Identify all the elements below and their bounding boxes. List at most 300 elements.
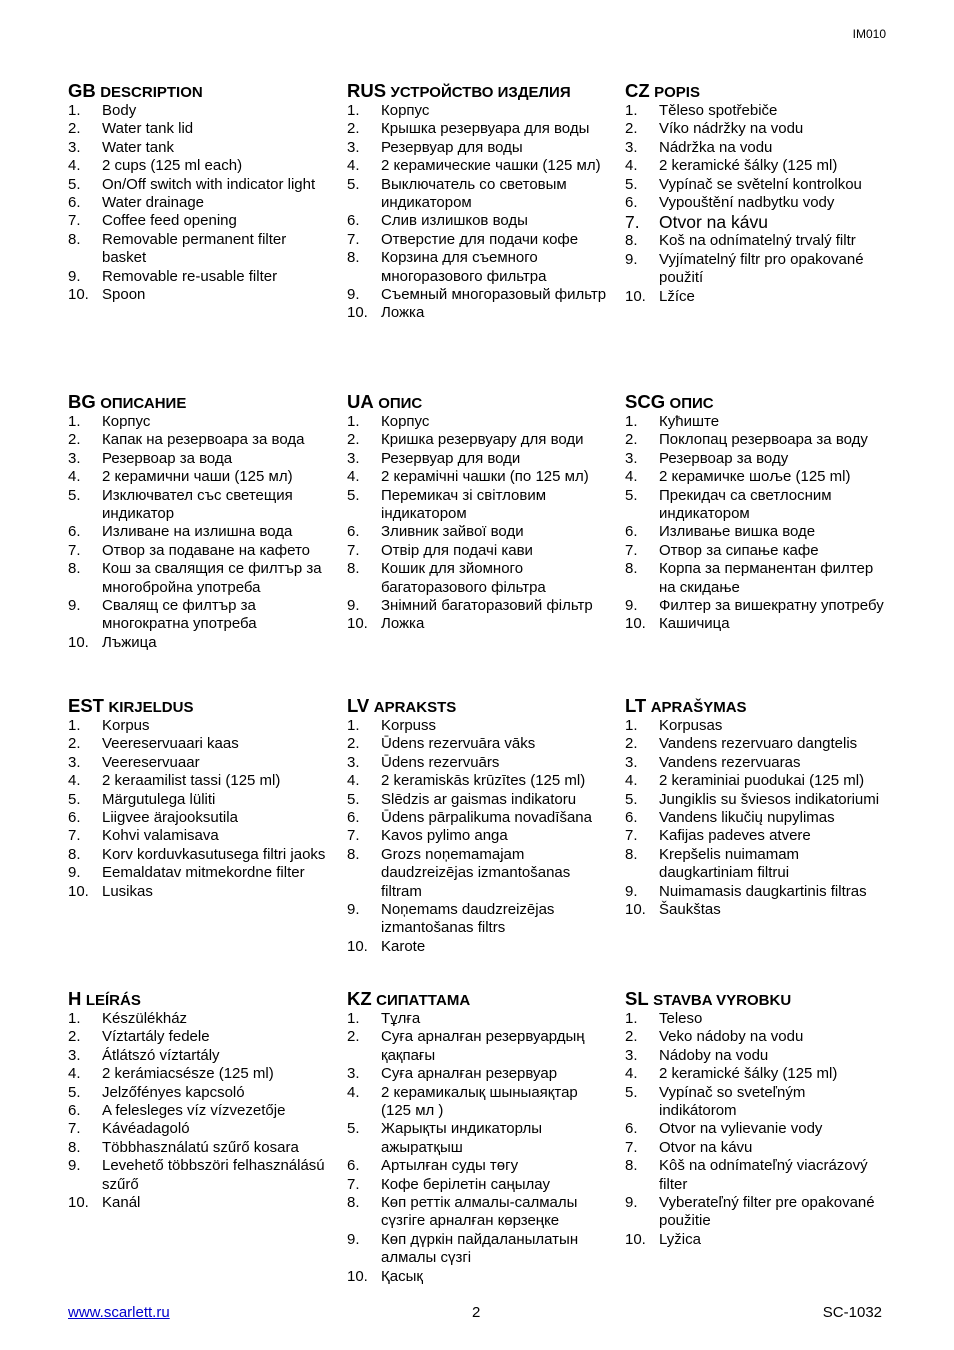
list-item	[347, 304, 609, 322]
list-item	[68, 1194, 330, 1212]
section-language-code: LT	[625, 695, 647, 716]
list-item-text: Слив излишков воды	[381, 212, 528, 230]
list-item	[68, 194, 330, 212]
list-item-text: On/Off switch with indicator light	[102, 175, 316, 193]
list-item-number: 2.	[347, 120, 360, 138]
list-item	[625, 1047, 887, 1065]
list-item-text: Korpusas	[659, 717, 723, 734]
section-ua	[347, 391, 609, 634]
list-item-number: 6.	[625, 809, 638, 827]
list-item	[68, 139, 330, 157]
list-item-text: Body	[102, 102, 137, 119]
list-item-text: Кућиште	[659, 413, 720, 430]
list-item	[68, 102, 330, 120]
list-item-text: Vypínač so sveteľným indikátorom	[659, 1083, 806, 1120]
list-item-number: 5.	[68, 1083, 81, 1101]
list-item-number: 9.	[68, 267, 81, 285]
list-item-text: Отвор за подаване на кафето	[102, 541, 311, 559]
list-item-number: 6.	[68, 523, 81, 541]
list-item	[625, 232, 887, 250]
list-item-number: 10.	[347, 615, 368, 633]
section-title	[68, 695, 330, 717]
list-item-number: 2.	[68, 120, 81, 138]
list-item	[625, 1120, 887, 1138]
list-item-text: Water drainage	[102, 194, 204, 212]
list-item-number: 6.	[347, 1157, 360, 1175]
list-item-text: Jungiklis su šviesos indikatoriumi	[659, 790, 880, 808]
list-item-text: Резервуар для води	[381, 449, 521, 467]
list-item	[625, 791, 887, 809]
footer-model-code: SC-1032	[822, 1304, 882, 1321]
list-item	[625, 883, 887, 901]
list-item	[347, 413, 609, 431]
list-item-number: 4.	[347, 1083, 360, 1101]
list-item-text: Выключатель со световым индикатором	[381, 175, 567, 212]
list-item-number: 4.	[625, 772, 638, 790]
list-item-number: 7.	[347, 541, 360, 559]
list-item-text: Korv korduvkasutusega filtri jaoks	[102, 845, 326, 863]
section-heading: ОПИС	[669, 395, 714, 412]
list-item-text: Vandens rezervuaro dangtelis	[659, 735, 858, 753]
list-item-number: 9.	[347, 286, 360, 304]
list-item	[347, 791, 609, 809]
list-item-text: Karote	[381, 937, 426, 955]
list-item	[347, 754, 609, 772]
section-cz	[625, 80, 887, 306]
list-item	[347, 827, 609, 845]
list-item-text: Изливане на излишна вода	[102, 523, 293, 541]
section-title	[68, 988, 330, 1010]
list-item-number: 10.	[347, 937, 368, 955]
list-item	[625, 827, 887, 845]
list-item	[68, 468, 330, 486]
list-item-number: 4.	[625, 468, 638, 486]
list-item-text: Vandens rezervuaras	[659, 753, 801, 771]
list-item-text: Кришка резервуару для води	[381, 431, 584, 449]
list-item-number: 5.	[625, 486, 638, 504]
list-item-text: Otvor na kávu	[659, 1138, 753, 1156]
list-item-number: 2.	[68, 735, 81, 753]
list-item-number: 8.	[68, 560, 81, 578]
list-item-number: 2.	[625, 431, 638, 449]
list-item-text: Liigvee ärajooksutila	[102, 809, 238, 827]
list-item	[347, 542, 609, 560]
parts-list	[347, 413, 609, 634]
section-title	[347, 988, 609, 1010]
list-item	[68, 560, 330, 597]
list-item-number: 3.	[347, 1065, 360, 1083]
list-item	[347, 809, 609, 827]
section-scg	[625, 391, 887, 634]
list-item	[68, 1102, 330, 1120]
list-item	[68, 413, 330, 431]
list-item-number: 8.	[625, 560, 638, 578]
list-item-number: 1.	[68, 1010, 81, 1027]
section-title	[68, 80, 330, 102]
list-item	[347, 450, 609, 468]
list-item	[625, 288, 887, 306]
list-item-text: Артылған суды төгу	[381, 1157, 519, 1175]
list-item	[68, 791, 330, 809]
list-item	[68, 1120, 330, 1138]
list-item-text: Корпа за перманентан филтер на скидање	[659, 560, 874, 596]
list-item-text: 2 keramiskās krūzītes (125 ml)	[381, 772, 586, 790]
list-item-text: 2 керамикалық шыныаяқтар (125 мл )	[381, 1083, 578, 1120]
list-item	[625, 1157, 887, 1194]
list-item	[347, 468, 609, 486]
list-item	[68, 120, 330, 138]
parts-list	[625, 102, 887, 306]
list-item-number: 1.	[625, 413, 638, 430]
list-item	[347, 560, 609, 597]
section-heading: LEÍRÁS	[85, 992, 141, 1009]
section-language-code: H	[68, 988, 82, 1009]
list-item-text: Water tank lid	[102, 120, 194, 138]
list-item-number: 8.	[347, 249, 360, 267]
list-item-number: 4.	[347, 468, 360, 486]
list-item	[68, 717, 330, 735]
list-item	[68, 286, 330, 304]
list-item-number: 10.	[347, 304, 368, 322]
list-item-text: 2 kerámiacsésze (125 ml)	[102, 1065, 274, 1083]
list-item-number: 9.	[68, 597, 81, 615]
list-item	[625, 560, 887, 597]
list-item	[347, 1157, 609, 1175]
list-item-number: 10.	[68, 633, 89, 651]
list-item	[68, 231, 330, 268]
section-heading: APRAŠYMAS	[650, 699, 747, 716]
list-item-text: Свалящ се филтър за многократна употреба	[102, 597, 257, 633]
list-item	[68, 487, 330, 524]
list-item	[625, 194, 887, 212]
list-item-text: Nádržka na vodu	[659, 138, 773, 156]
list-item	[625, 523, 887, 541]
list-item-text: Kávéadagoló	[102, 1120, 190, 1138]
list-item-number: 8.	[625, 845, 638, 863]
list-item-text: Korpuss	[381, 717, 437, 734]
list-item-text: Кошик для зйомного багаторазового фільтра	[381, 560, 546, 596]
parts-list	[68, 102, 330, 304]
list-item-number: 5.	[625, 1083, 638, 1101]
list-item-number: 4.	[68, 157, 81, 175]
list-item-text: Ūdens pārpalikuma novadīšana	[381, 809, 592, 827]
list-item-text: A felesleges víz vízvezetője	[102, 1102, 286, 1120]
list-item-number: 3.	[625, 1046, 638, 1064]
list-item-number: 1.	[625, 102, 638, 119]
list-item-text: 2 керамичке шоље (125 ml)	[659, 468, 851, 486]
list-item-text: Кош за свалящия се филтър за многобройна употреба	[102, 560, 322, 596]
list-item-text: 2 keraminiai puodukai (125 ml)	[659, 772, 865, 790]
list-item-number: 3.	[68, 753, 81, 771]
list-item	[68, 523, 330, 541]
list-item-number: 8.	[347, 560, 360, 578]
list-item	[625, 809, 887, 827]
list-item-text: Поклопац резервоара за воду	[659, 431, 868, 449]
list-item-text: Lusikas	[102, 882, 153, 900]
list-item	[625, 176, 887, 194]
list-item-number: 2.	[68, 431, 81, 449]
list-item-number: 2.	[625, 735, 638, 753]
list-item-number: 9.	[347, 1230, 360, 1248]
list-item-number: 1.	[68, 413, 81, 430]
list-item	[625, 1194, 887, 1231]
list-item-text: Капак на резервоара за вода	[102, 431, 305, 449]
section-gb	[68, 80, 330, 304]
list-item-number: 2.	[347, 1028, 360, 1046]
list-item-number: 6.	[625, 523, 638, 541]
list-item-number: 7.	[347, 230, 360, 248]
list-item-text: Ūdens rezervuārs	[381, 753, 500, 771]
list-item-text: Прекидач са светлосним индикатором	[659, 486, 832, 523]
list-item-number: 7.	[68, 827, 81, 845]
section-est	[68, 695, 330, 901]
list-item	[68, 431, 330, 449]
list-item-number: 6.	[68, 1102, 81, 1120]
list-item-text: Lžíce	[659, 287, 695, 305]
list-item	[347, 523, 609, 541]
list-item-number: 6.	[347, 809, 360, 827]
list-item-number: 2.	[68, 1028, 81, 1046]
list-item-text: 2 keramické šálky (125 ml)	[659, 157, 838, 175]
list-item	[625, 1139, 887, 1157]
list-item-text: Крышка резервуара для воды	[381, 120, 590, 138]
list-item	[347, 120, 609, 138]
list-item	[347, 286, 609, 304]
list-item-text: Water tank	[102, 138, 174, 156]
list-item	[347, 1028, 609, 1065]
list-item	[625, 754, 887, 772]
list-item-text: 2 керамічні чашки (по 125 мл)	[381, 468, 589, 486]
list-item-number: 9.	[347, 597, 360, 615]
list-item-text: Ложка	[381, 615, 425, 633]
list-item	[347, 431, 609, 449]
list-item	[68, 450, 330, 468]
list-item-number: 4.	[68, 772, 81, 790]
list-item-number: 4.	[68, 468, 81, 486]
list-item-number: 5.	[625, 175, 638, 193]
list-item-number: 7.	[625, 541, 638, 559]
list-item-text: 2 cups (125 ml each)	[102, 157, 243, 175]
list-item-text: Removable permanent filter basket	[102, 230, 287, 267]
list-item-text: Резервоар за вода	[102, 449, 233, 467]
list-item-number: 1.	[68, 102, 81, 119]
list-item-text: Vyjímatelný filtr pro opakované použití	[659, 250, 864, 287]
list-item-number: 7.	[625, 827, 638, 845]
section-language-code: SL	[625, 988, 649, 1009]
list-item-number: 7.	[68, 541, 81, 559]
list-item-number: 9.	[625, 597, 638, 615]
list-item	[347, 772, 609, 790]
list-item-text: Кашичица	[659, 615, 730, 633]
list-item	[68, 157, 330, 175]
list-item-number: 10.	[68, 882, 89, 900]
list-item	[68, 176, 330, 194]
list-item	[625, 431, 887, 449]
list-item-text: Изключвател със светещия индикатор	[102, 486, 293, 523]
list-item-number: 4.	[347, 157, 360, 175]
list-item	[625, 139, 887, 157]
section-heading: УСТРОЙСТВО ИЗДЕЛИЯ	[390, 84, 571, 101]
list-item	[625, 450, 887, 468]
section-heading: POPIS	[654, 84, 700, 101]
section-language-code: CZ	[625, 80, 650, 101]
list-item-text: Otvor na vylievanie vody	[659, 1120, 823, 1138]
parts-list	[347, 1010, 609, 1286]
list-item-text: Корпус	[381, 102, 430, 119]
header-model-code: IM010	[852, 27, 886, 41]
list-item-number: 3.	[625, 138, 638, 156]
list-item-text: Többhasználatú szűrő kosara	[102, 1138, 299, 1156]
list-item	[347, 1010, 609, 1028]
list-item	[625, 1065, 887, 1083]
list-item-number: 9.	[625, 250, 638, 268]
parts-list	[625, 413, 887, 634]
list-item-text: Teleso	[659, 1010, 703, 1027]
list-item-text: Филтер за вишекратну употребу	[659, 597, 884, 615]
list-item	[347, 487, 609, 524]
list-item	[68, 846, 330, 864]
list-item-text: Vyberateľný filter pre opakované použitie	[659, 1194, 875, 1230]
list-item-text: Veereservuaar	[102, 753, 200, 771]
list-item-text: Spoon	[102, 286, 146, 304]
list-item-text: Корзина для съемного многоразового фильтра	[381, 249, 547, 285]
section-title	[625, 391, 887, 413]
list-item-text: Изливање вишка воде	[659, 523, 816, 541]
list-item-text: Vandens likučių nupylimas	[659, 809, 835, 827]
list-item-number: 10.	[625, 615, 646, 633]
list-item-text: Отвор за сипање кафе	[659, 541, 819, 559]
list-item-number: 6.	[68, 809, 81, 827]
section-language-code: RUS	[347, 80, 387, 101]
list-item-text: Coffee feed opening	[102, 212, 237, 230]
list-item-text: Суға арналған резервуар	[381, 1065, 558, 1083]
list-item-text: 2 keramické šálky (125 ml)	[659, 1065, 838, 1083]
list-item	[625, 1084, 887, 1121]
section-language-code: BG	[68, 391, 96, 412]
list-item-number: 5.	[347, 486, 360, 504]
list-item-number: 7.	[625, 1138, 638, 1156]
list-item	[68, 754, 330, 772]
list-item-number: 3.	[625, 449, 638, 467]
list-item-number: 7.	[68, 1120, 81, 1138]
parts-list	[625, 717, 887, 919]
list-item	[68, 634, 330, 652]
list-item-text: Кофе берілетін саңылау	[381, 1175, 550, 1193]
list-item	[347, 846, 609, 901]
list-item-text: Kafijas padeves atvere	[659, 827, 811, 845]
list-item-text: Removable re-usable filter	[102, 267, 278, 285]
list-item	[347, 735, 609, 753]
list-item	[347, 1084, 609, 1121]
list-item-number: 1.	[347, 102, 360, 119]
section-heading: DESCRIPTION	[100, 84, 203, 101]
list-item-number: 1.	[625, 717, 638, 734]
list-item-number: 3.	[625, 753, 638, 771]
list-item-number: 2.	[347, 735, 360, 753]
list-item	[68, 1157, 330, 1194]
list-item-number: 3.	[68, 449, 81, 467]
list-item	[625, 487, 887, 524]
list-item-number: 5.	[68, 175, 81, 193]
list-item	[625, 251, 887, 288]
footer-website-link[interactable]: www.scarlett.ru	[68, 1304, 170, 1321]
section-title	[625, 80, 887, 102]
list-item-text: Vypínač se světelní kontrolkou	[659, 175, 862, 193]
list-item	[68, 1084, 330, 1102]
list-item-number: 10.	[347, 1267, 368, 1285]
list-item-number: 8.	[68, 1138, 81, 1156]
list-item-text: Жарықты индикаторлы ажыратқыш	[381, 1120, 542, 1156]
list-item-number: 7.	[625, 212, 640, 233]
list-item-number: 5.	[347, 790, 360, 808]
list-item	[347, 102, 609, 120]
list-item-text: Ūdens rezervuāra vāks	[381, 735, 536, 753]
list-item-number: 3.	[347, 449, 360, 467]
list-item	[68, 1047, 330, 1065]
list-item	[347, 1065, 609, 1083]
list-item	[68, 1065, 330, 1083]
list-item-number: 5.	[68, 486, 81, 504]
section-heading: KIRJELDUS	[108, 699, 194, 716]
list-item-text: Резервоар за воду	[659, 449, 789, 467]
list-item-text: Lyžica	[659, 1230, 701, 1248]
list-item	[347, 157, 609, 175]
section-lt	[625, 695, 887, 919]
section-language-code: GB	[68, 80, 96, 101]
list-item-text: Šaukštas	[659, 901, 721, 919]
list-item	[347, 597, 609, 615]
list-item	[625, 615, 887, 633]
list-item-text: Levehető többszöri felhasználású szűrő	[102, 1157, 325, 1193]
list-item-text: Резервуар для воды	[381, 138, 523, 156]
list-item-text: Slēdzis ar gaismas indikatoru	[381, 790, 577, 808]
list-item-text: Kohvi valamisava	[102, 827, 219, 845]
list-item-text: Перемикач зі світловим індикатором	[381, 486, 547, 523]
section-language-code: SCG	[625, 391, 666, 412]
list-item-number: 10.	[625, 901, 646, 919]
list-item-number: 1.	[347, 413, 360, 430]
list-item-number: 6.	[625, 194, 638, 212]
list-item-text: Ложка	[381, 304, 425, 322]
list-item	[68, 212, 330, 230]
section-title	[625, 988, 887, 1010]
section-lv	[347, 695, 609, 956]
list-item	[625, 102, 887, 120]
list-item	[625, 1231, 887, 1249]
list-item-text: 2 керамични чаши (125 мл)	[102, 468, 293, 486]
list-item-number: 9.	[68, 1157, 81, 1175]
list-item-number: 2.	[625, 1028, 638, 1046]
list-item-text: Grozs noņemamajam daudzreizējas izmantošanas filtram	[381, 845, 571, 900]
list-item-text: Těleso spotřebiče	[659, 102, 778, 119]
section-title	[347, 695, 609, 717]
list-item-number: 9.	[347, 901, 360, 919]
section-language-code: LV	[347, 695, 370, 716]
parts-list	[347, 102, 609, 323]
list-item-text: Корпус	[381, 413, 430, 430]
list-item-number: 4.	[347, 772, 360, 790]
section-h	[68, 988, 330, 1212]
list-item-text: Készülékház	[102, 1010, 188, 1027]
list-item	[347, 212, 609, 230]
list-item-text: Korpus	[102, 717, 150, 734]
list-item	[347, 1268, 609, 1286]
list-item-number: 2.	[347, 431, 360, 449]
list-item-number: 1.	[347, 1010, 360, 1027]
section-title	[625, 695, 887, 717]
list-item	[68, 735, 330, 753]
list-item	[68, 1010, 330, 1028]
